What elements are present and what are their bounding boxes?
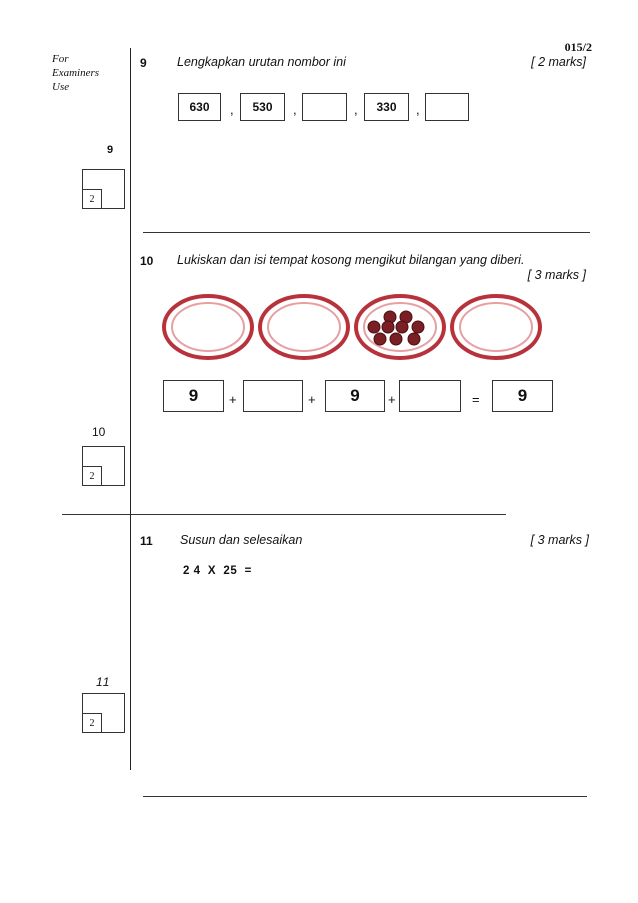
question-11-text: Susun dan selesaikan bbox=[180, 533, 303, 547]
sequence-comma: , bbox=[293, 102, 297, 117]
question-9-mark-value: 2 bbox=[83, 189, 102, 208]
sequence-box-2: 530 bbox=[240, 93, 285, 121]
addend-box-1: 9 bbox=[163, 380, 224, 412]
question-11-mark-value: 2 bbox=[83, 713, 102, 732]
question-10-marks: [ 3 marks ] bbox=[527, 268, 586, 282]
addend-box-3-answer[interactable]: 9 bbox=[325, 380, 385, 412]
sequence-comma: , bbox=[354, 102, 358, 117]
plate-3 bbox=[354, 294, 446, 360]
sequence-box-1: 630 bbox=[178, 93, 221, 121]
question-11-side-label: 11 bbox=[96, 675, 111, 689]
addend-box-4 bbox=[399, 380, 461, 412]
plus-sign: + bbox=[308, 392, 316, 407]
question-9-text: Lengkapkan urutan nombor ini bbox=[177, 55, 346, 69]
question-9-mark-box bbox=[82, 169, 125, 209]
equals-sign: = bbox=[472, 392, 480, 407]
divider-q11 bbox=[143, 796, 587, 797]
question-11-mark-box bbox=[82, 693, 125, 733]
divider-q10 bbox=[62, 514, 506, 515]
plate-4 bbox=[450, 294, 542, 360]
plate-2 bbox=[258, 294, 350, 360]
margin-line bbox=[130, 48, 131, 770]
sequence-box-4: 330 bbox=[364, 93, 409, 121]
page-code: 015/2 bbox=[564, 40, 592, 54]
question-10-text: Lukiskan dan isi tempat kosong mengikut bilangan yang diberi. bbox=[177, 253, 525, 267]
question-9-marks: [ 2 marks] bbox=[531, 55, 586, 69]
sum-box-answer[interactable]: 9 bbox=[492, 380, 553, 412]
sequence-comma: , bbox=[230, 102, 234, 117]
ball bbox=[390, 333, 402, 345]
ball bbox=[374, 333, 386, 345]
question-9-number: 9 bbox=[140, 56, 147, 70]
addend-box-2 bbox=[243, 380, 303, 412]
question-10-mark-box bbox=[82, 446, 125, 486]
examiner-note bbox=[52, 52, 99, 94]
plus-sign: + bbox=[388, 392, 396, 407]
question-10-side-label: 10 bbox=[92, 425, 106, 439]
sequence-box-3-answer[interactable] bbox=[302, 93, 347, 121]
divider-q9 bbox=[143, 232, 590, 233]
plate-1 bbox=[162, 294, 254, 360]
examiner-note-line: Use bbox=[52, 81, 70, 93]
question-9-side-label: 9 bbox=[107, 144, 114, 156]
question-11-number: 11 bbox=[140, 534, 153, 548]
question-11-marks: [ 3 marks ] bbox=[530, 533, 589, 547]
question-10-mark-value: 2 bbox=[83, 466, 102, 485]
ball bbox=[396, 321, 408, 333]
ball bbox=[368, 321, 380, 333]
plus-sign: + bbox=[229, 392, 237, 407]
ball bbox=[382, 321, 394, 333]
examiner-note-line: Examiners bbox=[52, 67, 100, 79]
examiner-note-line: For bbox=[52, 53, 69, 65]
sequence-comma: , bbox=[416, 102, 420, 117]
ball bbox=[412, 321, 424, 333]
sequence-box-5-answer[interactable] bbox=[425, 93, 469, 121]
ball bbox=[408, 333, 420, 345]
multiplication-expression: 2 4 X 25 = bbox=[183, 565, 252, 577]
question-10-number: 10 bbox=[140, 254, 154, 268]
